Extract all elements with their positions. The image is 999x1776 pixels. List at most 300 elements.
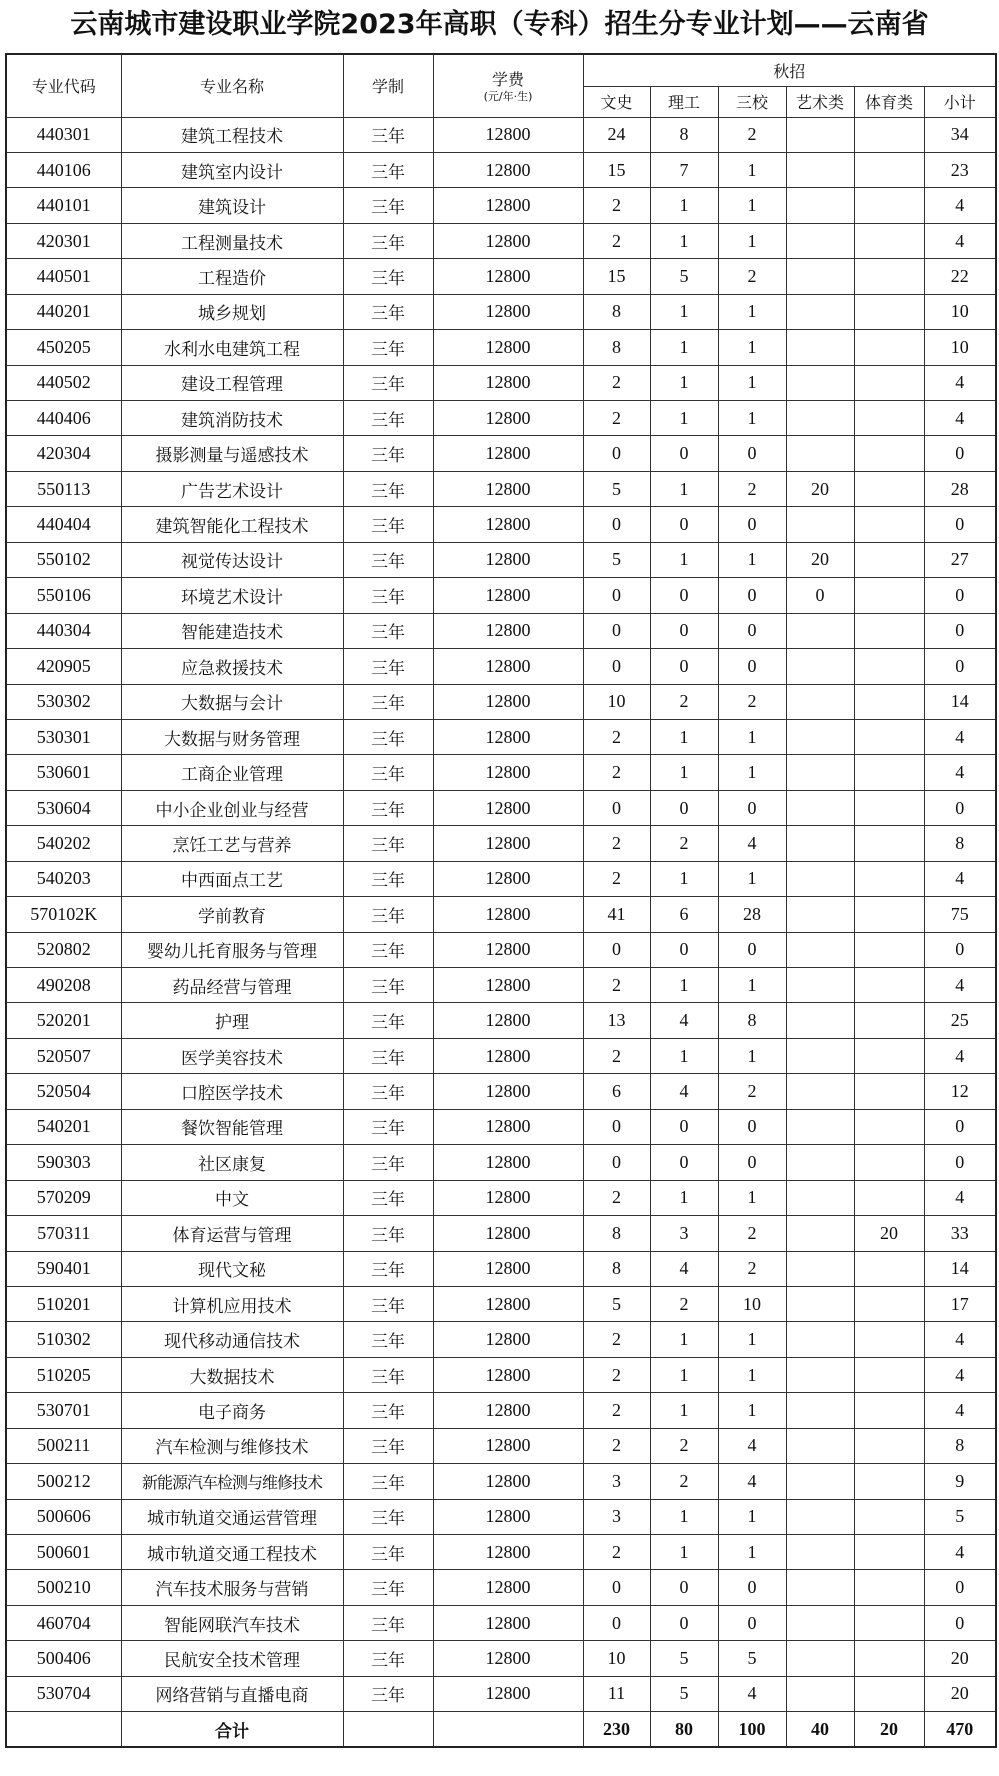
cell-fee: 12800 [433,790,583,825]
cell-code: 420301 [6,223,121,258]
cell-code: 590401 [6,1251,121,1286]
cell-wenshi: 8 [583,1251,650,1286]
cell-wenshi: 2 [583,365,650,400]
cell-name: 城乡规划 [121,294,343,329]
cell-subtotal: 0 [924,790,996,825]
cell-sanxiao: 0 [718,649,786,684]
table-row [6,1145,996,1180]
cell-name: 智能网联汽车技术 [121,1605,343,1640]
cell-wenshi: 13 [583,1003,650,1038]
cell-fee: 12800 [433,1251,583,1286]
cell-duration: 三年 [343,1676,433,1711]
cell-art [786,1464,854,1499]
cell-sanxiao: 2 [718,1074,786,1109]
cell-duration: 三年 [343,1464,433,1499]
cell-code: 540202 [6,826,121,861]
cell-sports [854,259,924,294]
cell-name: 体育运营与管理 [121,1216,343,1251]
cell-duration: 三年 [343,507,433,542]
table-row [6,507,996,542]
total-cell-duration [343,1712,433,1748]
cell-ligong: 7 [650,152,718,187]
cell-art: 0 [786,578,854,613]
cell-sports [854,1535,924,1570]
cell-ligong: 1 [650,188,718,223]
cell-wenshi: 41 [583,897,650,932]
cell-code: 440201 [6,294,121,329]
cell-duration: 三年 [343,471,433,506]
cell-art [786,649,854,684]
cell-wenshi: 3 [583,1464,650,1499]
cell-sports [854,719,924,754]
cell-fee: 12800 [433,507,583,542]
cell-name: 大数据与会计 [121,684,343,719]
cell-art [786,152,854,187]
cell-sanxiao: 0 [718,932,786,967]
cell-code: 500212 [6,1464,121,1499]
cell-sports [854,223,924,258]
cell-name: 中文 [121,1180,343,1215]
cell-code: 570209 [6,1180,121,1215]
table-row [6,897,996,932]
cell-sports [854,649,924,684]
cell-subtotal: 4 [924,1180,996,1215]
cell-sanxiao: 1 [718,1535,786,1570]
cell-sanxiao: 1 [718,1180,786,1215]
total-wenshi: 230 [583,1712,650,1748]
cell-code: 530604 [6,790,121,825]
cell-art [786,1393,854,1428]
table-row [6,223,996,258]
cell-sports [854,401,924,436]
cell-wenshi: 2 [583,755,650,790]
cell-subtotal: 17 [924,1286,996,1321]
cell-name: 广告艺术设计 [121,471,343,506]
cell-fee: 12800 [433,1074,583,1109]
cell-code: 420905 [6,649,121,684]
cell-fee: 12800 [433,1393,583,1428]
cell-fee: 12800 [433,826,583,861]
cell-duration: 三年 [343,719,433,754]
table-row [6,188,996,223]
cell-name: 汽车检测与维修技术 [121,1428,343,1463]
cell-sanxiao: 0 [718,436,786,471]
table-row [6,861,996,896]
cell-code: 450205 [6,330,121,365]
cell-sports: 20 [854,1216,924,1251]
cell-wenshi: 8 [583,294,650,329]
cell-fee: 12800 [433,1216,583,1251]
cell-duration: 三年 [343,755,433,790]
cell-ligong: 1 [650,471,718,506]
cell-duration: 三年 [343,1428,433,1463]
cell-name: 现代文秘 [121,1251,343,1286]
cell-sports [854,1038,924,1073]
cell-sports [854,542,924,577]
cell-subtotal: 4 [924,1322,996,1357]
cell-code: 530704 [6,1676,121,1711]
cell-fee: 12800 [433,259,583,294]
cell-wenshi: 0 [583,649,650,684]
cell-name: 中小企业创业与经营 [121,790,343,825]
cell-sports [854,294,924,329]
cell-sanxiao: 4 [718,1464,786,1499]
cell-duration: 三年 [343,1251,433,1286]
cell-subtotal: 4 [924,188,996,223]
cell-wenshi: 8 [583,1216,650,1251]
cell-art [786,507,854,542]
cell-sports [854,1251,924,1286]
cell-fee: 12800 [433,1605,583,1640]
cell-code: 530601 [6,755,121,790]
cell-ligong: 0 [650,613,718,648]
cell-art [786,330,854,365]
cell-sports [854,1109,924,1144]
cell-name: 大数据技术 [121,1357,343,1392]
cell-code: 530302 [6,684,121,719]
cell-subtotal: 4 [924,1038,996,1073]
table-row [6,932,996,967]
cell-fee: 12800 [433,330,583,365]
cell-sanxiao: 1 [718,1322,786,1357]
table-row [6,1357,996,1392]
cell-subtotal: 0 [924,932,996,967]
cell-wenshi: 2 [583,1535,650,1570]
cell-subtotal: 14 [924,684,996,719]
cell-wenshi: 0 [583,1605,650,1640]
cell-art [786,1570,854,1605]
cell-ligong: 0 [650,436,718,471]
cell-code: 440502 [6,365,121,400]
cell-wenshi: 0 [583,613,650,648]
cell-sports [854,684,924,719]
cell-wenshi: 24 [583,117,650,152]
cell-wenshi: 2 [583,719,650,754]
cell-sanxiao: 1 [718,1357,786,1392]
cell-duration: 三年 [343,1038,433,1073]
cell-name: 城市轨道交通运营管理 [121,1499,343,1534]
cell-fee: 12800 [433,1286,583,1321]
cell-wenshi: 11 [583,1676,650,1711]
cell-duration: 三年 [343,1145,433,1180]
cell-art [786,861,854,896]
cell-fee: 12800 [433,1428,583,1463]
cell-name: 建筑设计 [121,188,343,223]
cell-code: 570311 [6,1216,121,1251]
cell-code: 510205 [6,1357,121,1392]
cell-name: 民航安全技术管理 [121,1641,343,1676]
cell-ligong: 1 [650,755,718,790]
cell-wenshi: 2 [583,1038,650,1073]
cell-fee: 12800 [433,1109,583,1144]
cell-wenshi: 2 [583,826,650,861]
cell-duration: 三年 [343,968,433,1003]
header-code: 专业代码 [6,54,121,117]
table-row [6,968,996,1003]
cell-art [786,1109,854,1144]
cell-duration: 三年 [343,1074,433,1109]
cell-sports [854,932,924,967]
cell-art [786,1145,854,1180]
cell-sanxiao: 1 [718,1499,786,1534]
cell-fee: 12800 [433,968,583,1003]
cell-fee: 12800 [433,542,583,577]
cell-wenshi: 6 [583,1074,650,1109]
cell-ligong: 1 [650,719,718,754]
cell-subtotal: 0 [924,1109,996,1144]
header-sub-art: 艺术类 [786,86,854,117]
cell-duration: 三年 [343,223,433,258]
cell-ligong: 4 [650,1251,718,1286]
cell-code: 500210 [6,1570,121,1605]
cell-subtotal: 0 [924,613,996,648]
cell-ligong: 1 [650,223,718,258]
cell-fee: 12800 [433,897,583,932]
cell-art [786,755,854,790]
cell-code: 530301 [6,719,121,754]
cell-duration: 三年 [343,932,433,967]
cell-duration: 三年 [343,1641,433,1676]
cell-code: 540203 [6,861,121,896]
cell-sanxiao: 1 [718,968,786,1003]
cell-sports [854,826,924,861]
cell-name: 工程测量技术 [121,223,343,258]
cell-sanxiao: 4 [718,1676,786,1711]
cell-wenshi: 5 [583,542,650,577]
table-row [6,436,996,471]
cell-sanxiao: 0 [718,578,786,613]
cell-ligong: 1 [650,1357,718,1392]
table-row [6,790,996,825]
cell-duration: 三年 [343,897,433,932]
cell-ligong: 0 [650,932,718,967]
cell-art: 20 [786,471,854,506]
table-row [6,365,996,400]
cell-name: 工商企业管理 [121,755,343,790]
cell-art [786,1641,854,1676]
table-row [6,1322,996,1357]
cell-name: 摄影测量与遥感技术 [121,436,343,471]
header-duration: 学制 [343,54,433,117]
cell-subtotal: 10 [924,294,996,329]
cell-fee: 12800 [433,719,583,754]
cell-ligong: 4 [650,1074,718,1109]
cell-fee: 12800 [433,1676,583,1711]
cell-duration: 三年 [343,1216,433,1251]
cell-subtotal: 20 [924,1676,996,1711]
total-ligong: 80 [650,1712,718,1748]
cell-name: 电子商务 [121,1393,343,1428]
table-row [6,1428,996,1463]
cell-sanxiao: 2 [718,1216,786,1251]
table-row [6,1251,996,1286]
cell-name: 药品经营与管理 [121,968,343,1003]
cell-duration: 三年 [343,294,433,329]
cell-wenshi: 15 [583,259,650,294]
cell-name: 水利水电建筑工程 [121,330,343,365]
cell-name: 应急救援技术 [121,649,343,684]
cell-subtotal: 23 [924,152,996,187]
total-sanxiao: 100 [718,1712,786,1748]
cell-duration: 三年 [343,1570,433,1605]
cell-fee: 12800 [433,471,583,506]
cell-ligong: 4 [650,1003,718,1038]
cell-sanxiao: 0 [718,1145,786,1180]
table-row [6,542,996,577]
cell-code: 420304 [6,436,121,471]
cell-sanxiao: 1 [718,861,786,896]
cell-subtotal: 0 [924,1605,996,1640]
page-title: 云南城市建设职业学院2023年高职（专科）招生分专业计划——云南省 [70,9,929,40]
cell-name: 大数据与财务管理 [121,719,343,754]
cell-duration: 三年 [343,1357,433,1392]
cell-subtotal: 4 [924,223,996,258]
cell-subtotal: 0 [924,578,996,613]
cell-wenshi: 10 [583,1641,650,1676]
cell-fee: 12800 [433,1357,583,1392]
cell-duration: 三年 [343,188,433,223]
cell-wenshi: 2 [583,188,650,223]
cell-duration: 三年 [343,152,433,187]
cell-ligong: 5 [650,259,718,294]
cell-fee: 12800 [433,365,583,400]
cell-sanxiao: 0 [718,1605,786,1640]
cell-name: 建筑消防技术 [121,401,343,436]
cell-duration: 三年 [343,401,433,436]
cell-subtotal: 75 [924,897,996,932]
cell-name: 建筑工程技术 [121,117,343,152]
cell-wenshi: 0 [583,1570,650,1605]
cell-art [786,1038,854,1073]
cell-sanxiao: 2 [718,684,786,719]
cell-name: 口腔医学技术 [121,1074,343,1109]
total-row [6,1712,996,1748]
cell-art [786,932,854,967]
cell-subtotal: 0 [924,1570,996,1605]
cell-fee: 12800 [433,578,583,613]
cell-sports [854,1003,924,1038]
cell-sports [854,1074,924,1109]
cell-code: 530701 [6,1393,121,1428]
cell-sanxiao: 1 [718,1393,786,1428]
cell-duration: 三年 [343,861,433,896]
cell-art [786,1251,854,1286]
cell-code: 500211 [6,1428,121,1463]
cell-fee: 12800 [433,1464,583,1499]
header-autumn: 秋招 [583,54,996,86]
cell-wenshi: 2 [583,861,650,896]
cell-duration: 三年 [343,330,433,365]
header-sub-ligong: 理工 [650,86,718,117]
table-row [6,826,996,861]
cell-art [786,223,854,258]
cell-name: 护理 [121,1003,343,1038]
cell-code: 440404 [6,507,121,542]
total-sports: 20 [854,1712,924,1748]
header-sub-wenshi: 文史 [583,86,650,117]
cell-art [786,1216,854,1251]
table-row [6,117,996,152]
cell-duration: 三年 [343,542,433,577]
cell-code: 520802 [6,932,121,967]
cell-fee: 12800 [433,152,583,187]
cell-sports [854,507,924,542]
cell-sanxiao: 1 [718,401,786,436]
table-row [6,1535,996,1570]
enrollment-plan-table [5,53,997,1748]
cell-fee: 12800 [433,613,583,648]
cell-subtotal: 14 [924,1251,996,1286]
cell-ligong: 1 [650,861,718,896]
cell-ligong: 5 [650,1676,718,1711]
cell-subtotal: 4 [924,365,996,400]
cell-ligong: 5 [650,1641,718,1676]
cell-sports [854,1605,924,1640]
cell-code: 490208 [6,968,121,1003]
cell-wenshi: 0 [583,1109,650,1144]
cell-name: 婴幼儿托育服务与管理 [121,932,343,967]
cell-subtotal: 27 [924,542,996,577]
cell-name: 学前教育 [121,897,343,932]
cell-subtotal: 8 [924,826,996,861]
table-row [6,1038,996,1073]
cell-subtotal: 5 [924,1499,996,1534]
cell-code: 510302 [6,1322,121,1357]
cell-ligong: 2 [650,1464,718,1499]
cell-fee: 12800 [433,1180,583,1215]
cell-name: 视觉传达设计 [121,542,343,577]
cell-sanxiao: 1 [718,294,786,329]
cell-art [786,826,854,861]
cell-subtotal: 4 [924,1535,996,1570]
cell-wenshi: 10 [583,684,650,719]
cell-ligong: 1 [650,294,718,329]
cell-ligong: 1 [650,330,718,365]
cell-sports [854,968,924,1003]
cell-wenshi: 15 [583,152,650,187]
cell-ligong: 1 [650,365,718,400]
cell-wenshi: 5 [583,1286,650,1321]
table-row [6,1499,996,1534]
cell-code: 520504 [6,1074,121,1109]
cell-fee: 12800 [433,1499,583,1534]
cell-subtotal: 33 [924,1216,996,1251]
cell-art [786,968,854,1003]
header-sub-subtotal: 小计 [924,86,996,117]
cell-sanxiao: 1 [718,542,786,577]
cell-wenshi: 2 [583,968,650,1003]
table-row [6,1605,996,1640]
cell-art [786,613,854,648]
table-row [6,1393,996,1428]
cell-sanxiao: 1 [718,719,786,754]
cell-ligong: 2 [650,1428,718,1463]
cell-ligong: 1 [650,968,718,1003]
cell-sports [854,188,924,223]
cell-code: 510201 [6,1286,121,1321]
table-row [6,684,996,719]
cell-fee: 12800 [433,294,583,329]
cell-ligong: 8 [650,117,718,152]
table-row [6,755,996,790]
cell-duration: 三年 [343,826,433,861]
cell-art [786,259,854,294]
cell-sports [854,1322,924,1357]
cell-ligong: 0 [650,790,718,825]
cell-art [786,117,854,152]
cell-ligong: 0 [650,1145,718,1180]
cell-subtotal: 25 [924,1003,996,1038]
